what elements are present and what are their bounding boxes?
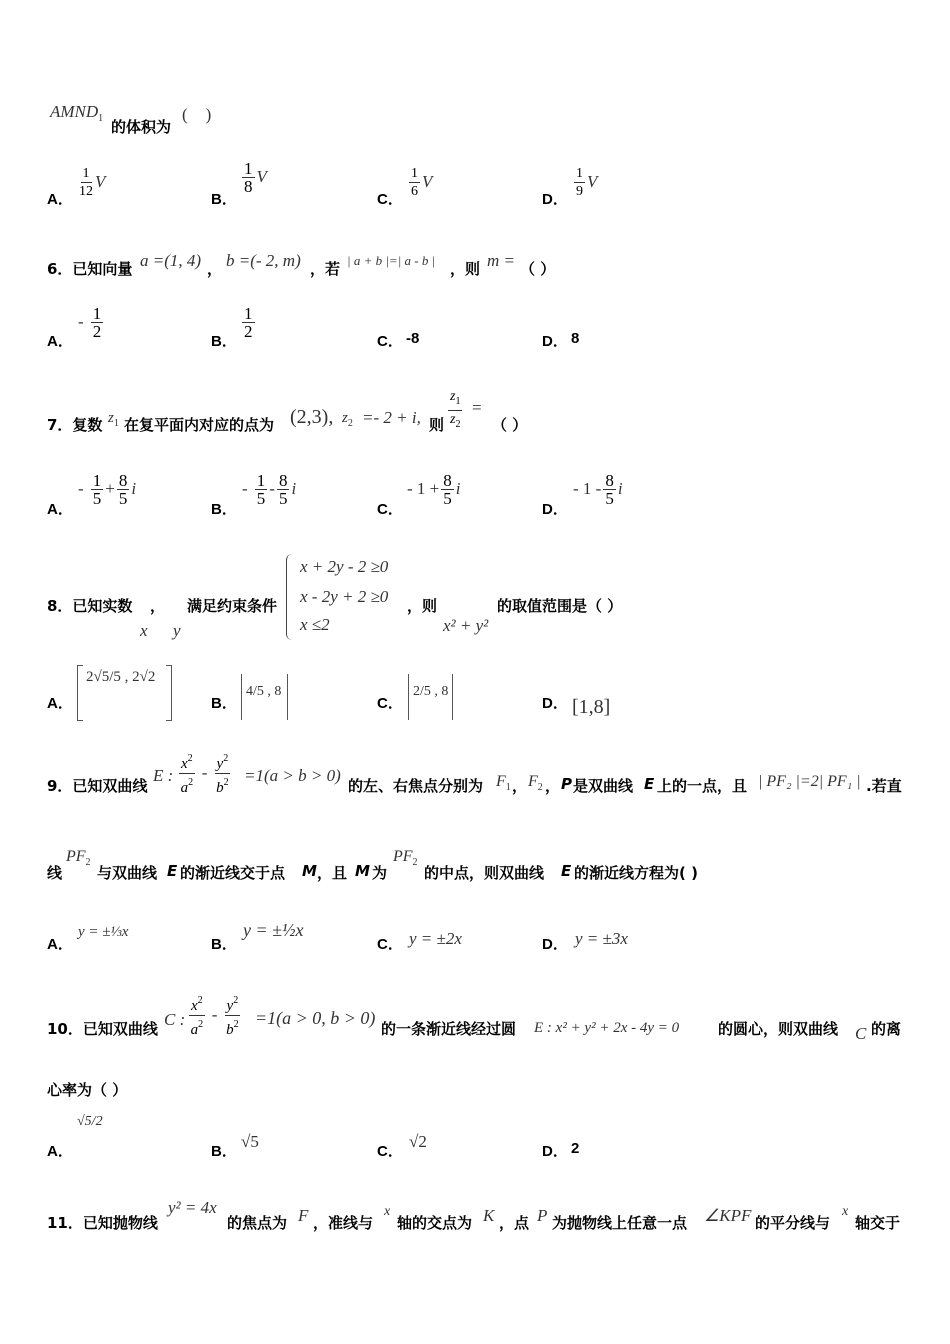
q6-option-d-value[interactable]: 8	[571, 330, 580, 347]
q11-x-2: x	[842, 1204, 849, 1219]
q9-eq-rhs: =1(a > b > 0)	[244, 766, 341, 785]
q7-z1: $z_1$	[108, 410, 119, 429]
q5-option-c[interactable]: $\frac{1}{6}$ V	[411, 166, 433, 199]
q9-M-2: M	[355, 862, 370, 880]
q6-option-c-label[interactable]: C．	[377, 333, 403, 350]
q6-condition: | a + b |=| a - b |	[347, 253, 436, 268]
q8-brace	[286, 554, 295, 640]
q7-option-a-label[interactable]: A．	[47, 501, 73, 518]
q11-x: x	[384, 1204, 391, 1219]
q8-range-text: 的取值范围是（ ）	[497, 597, 623, 615]
q9-line2-e: 为	[372, 864, 388, 882]
q11-P: P	[537, 1206, 548, 1225]
q5-option-b[interactable]: $\frac{1}{8}$ V	[244, 159, 267, 196]
q9-line2-g: 的渐近线方程为( )	[574, 864, 698, 882]
q8-comma: ，	[150, 597, 166, 615]
q6-option-a-label[interactable]: A．	[47, 333, 73, 350]
q10-option-a-label[interactable]: A．	[47, 1143, 73, 1160]
q5-paren: ( )	[182, 105, 212, 124]
q10-option-d-value[interactable]: 2	[571, 1140, 580, 1157]
q7-eq: =	[472, 398, 482, 417]
q9-option-d[interactable]: y = ±3x	[575, 929, 628, 948]
q5-option-d[interactable]: $\frac{1}{9}$ V	[576, 166, 598, 199]
q9-line2-a: 线	[47, 864, 63, 882]
q9-condition: | PF₂ |=2| PF₁ |	[758, 773, 861, 790]
q11-angle: ∠KPF	[704, 1206, 752, 1225]
q9-E: E	[644, 775, 655, 793]
q9-option-d-label[interactable]: D．	[542, 936, 568, 953]
q6-option-b-label[interactable]: B．	[211, 333, 237, 350]
q9-text-5: .若直	[866, 777, 902, 795]
q9-E-3: E	[561, 862, 572, 880]
q9-option-a[interactable]: y = ±⅓x	[78, 924, 129, 940]
q5-option-d-label[interactable]: D．	[542, 191, 568, 208]
q11-text-7: 轴交于	[855, 1214, 901, 1232]
q9-line2-c: 的渐近线交于点	[180, 864, 286, 882]
q9-PF2: $PF_2$	[66, 848, 91, 868]
q5-option-c-label[interactable]: C．	[377, 191, 403, 208]
q9-number: 9．已知双曲线	[47, 777, 148, 795]
q6-option-d-label[interactable]: D．	[542, 333, 568, 350]
q6-option-b[interactable]: $\frac{1}{2}$	[244, 304, 253, 341]
q10-text-3: 的离	[871, 1020, 902, 1038]
q11-K: K	[483, 1206, 495, 1225]
q10-text-2: 的圆心，则双曲线	[718, 1020, 839, 1038]
q9-comma: ，	[512, 777, 528, 795]
q10-option-c[interactable]: √2	[409, 1132, 427, 1151]
q10-option-c-label[interactable]: C．	[377, 1143, 403, 1160]
q5-option-b-label[interactable]: B．	[211, 191, 237, 208]
q11-text-6: 的平分线与	[755, 1214, 831, 1232]
q7-then: 则	[429, 416, 445, 434]
q7-option-c-label[interactable]: C．	[377, 501, 403, 518]
q8-expression: x² + y²	[443, 616, 489, 635]
q6-paren: （ ）	[520, 260, 556, 278]
q11-equation: y² = 4x	[168, 1198, 217, 1217]
q9-E-2: E	[167, 862, 178, 880]
q7-z2-value: =- 2 + i,	[362, 408, 421, 427]
q11-text-5: 为抛物线上任意一点	[552, 1214, 688, 1232]
q10-option-a[interactable]: √5/2	[77, 1114, 103, 1129]
q5-text: 的体积为	[111, 118, 172, 136]
q7-option-b-label[interactable]: B．	[211, 501, 237, 518]
q9-option-a-label[interactable]: A．	[47, 936, 73, 953]
q10-circle: E : x² + y² + 2x - 4y = 0	[534, 1020, 680, 1036]
q6-then: ，则	[450, 260, 481, 278]
q9-PF2-2: $PF_2$	[393, 848, 418, 868]
q7-option-a[interactable]: - $\frac{1}{5}$ + $\frac{8}{5}$ i	[78, 471, 137, 508]
q9-line2-d: ，且	[317, 864, 348, 882]
q8-x: x	[140, 621, 148, 640]
q9-text-4: 上的一点，且	[657, 777, 748, 795]
q11-number: 11．已知抛物线	[47, 1214, 158, 1232]
q9-option-c[interactable]: y = ±2x	[409, 929, 462, 948]
q8-option-d-label[interactable]: D．	[542, 695, 568, 712]
q10-C-var: C	[855, 1024, 867, 1043]
q5-solid-name: $AMND_1$	[50, 102, 104, 124]
q7-option-d[interactable]: - 1 - $\frac{8}{5}$ i	[573, 471, 623, 508]
q10-option-b[interactable]: √5	[241, 1132, 259, 1151]
q9-line2-b: 与双曲线	[97, 864, 158, 882]
q8-option-b-label[interactable]: B．	[211, 695, 237, 712]
q10-number: 10．已知双曲线	[47, 1020, 158, 1038]
q6-m-expr: m =	[487, 251, 515, 270]
q6-option-c-value[interactable]: -8	[406, 330, 420, 347]
q6-comma: ，	[207, 260, 223, 278]
q5-option-a-label[interactable]: A．	[47, 191, 73, 208]
q9-P: P	[561, 775, 572, 793]
q9-comma-2: ，	[545, 777, 561, 795]
q5-option-a[interactable]: $\frac{1}{12}$ V	[79, 166, 106, 199]
q8-constraint-3: x ≤2	[300, 615, 330, 634]
q10-text-1: 的一条渐近线经过圆	[381, 1020, 517, 1038]
q7-paren: （ ）	[492, 416, 528, 434]
q10-C: C :	[164, 1010, 186, 1029]
q7-option-b[interactable]: - $\frac{1}{5}$ - $\frac{8}{5}$ i	[242, 471, 297, 508]
q9-F1: $F_1$	[496, 773, 511, 793]
q10-line2: 心率为（ ）	[47, 1081, 128, 1099]
q9-eq-lhs: E :	[153, 766, 174, 785]
q9-option-b-label[interactable]: B．	[211, 936, 237, 953]
q7-option-c[interactable]: - 1 + $\frac{8}{5}$ i	[407, 471, 461, 508]
q6-vector-b: b =(- 2, m)	[226, 251, 301, 270]
q7-point: (2,3),	[290, 406, 334, 428]
q8-option-c[interactable]: 2/5 , 8	[408, 674, 453, 720]
q6-option-a[interactable]: - $\frac{1}{2}$	[78, 304, 102, 341]
q9-text-1: 的左、右焦点分别为	[348, 777, 484, 795]
q8-option-a-label[interactable]: A．	[47, 695, 73, 712]
q9-M: M	[302, 862, 317, 880]
q7-number: 7．复数	[47, 416, 103, 434]
q10-option-d-label[interactable]: D．	[542, 1143, 568, 1160]
q11-text-1: 的焦点为	[227, 1214, 288, 1232]
q8-cond-text: 满足约束条件	[187, 597, 278, 615]
q7-ratio: $\frac{z_1}{z_2}$	[450, 389, 461, 430]
q9-F2: $F_2$	[528, 773, 543, 793]
q9-hyperbola-terms: $\frac{x^2}{a^2}$ - $\frac{y^2}{b^2}$	[177, 750, 232, 797]
q9-option-c-label[interactable]: C．	[377, 936, 403, 953]
q9-text-3: 是双曲线	[573, 777, 634, 795]
q6-number: 6．已知向量	[47, 260, 133, 278]
q8-option-c-label[interactable]: C．	[377, 695, 403, 712]
q8-then: ，则	[407, 597, 438, 615]
q7-z2: $z_2$	[342, 410, 353, 429]
q10-option-b-label[interactable]: B．	[211, 1143, 237, 1160]
q9-line2-f: 的中点，则双曲线	[424, 864, 545, 882]
q9-option-b[interactable]: y = ±½x	[243, 920, 304, 940]
q11-text-3: 轴的交点为	[397, 1214, 473, 1232]
q7-option-d-label[interactable]: D．	[542, 501, 568, 518]
q8-y: y	[173, 621, 181, 640]
q6-ruo: ，若	[310, 260, 341, 278]
q8-option-d[interactable]: [1,8]	[572, 696, 611, 718]
q8-option-b[interactable]: 4/5 , 8	[241, 674, 288, 720]
q6-vector-a: a =(1, 4)	[140, 251, 202, 270]
q11-text-2: ，准线与	[313, 1214, 374, 1232]
q8-constraint-1: x + 2y - 2 ≥0	[300, 557, 389, 576]
q11-F: F	[298, 1206, 309, 1225]
q8-constraint-2: x - 2y + 2 ≥0	[300, 587, 389, 606]
q10-rhs: =1(a > 0, b > 0)	[255, 1008, 376, 1028]
q11-text-4: ，点	[499, 1214, 530, 1232]
q10-hyperbola-terms: $\frac{x^2}{a^2}$ - $\frac{y^2}{b^2}$	[187, 992, 242, 1039]
q8-number: 8．已知实数	[47, 597, 133, 615]
q8-option-a[interactable]: 2√5/5 , 2√2	[77, 665, 172, 721]
q7-text: 在复平面内对应的点为	[124, 416, 275, 434]
